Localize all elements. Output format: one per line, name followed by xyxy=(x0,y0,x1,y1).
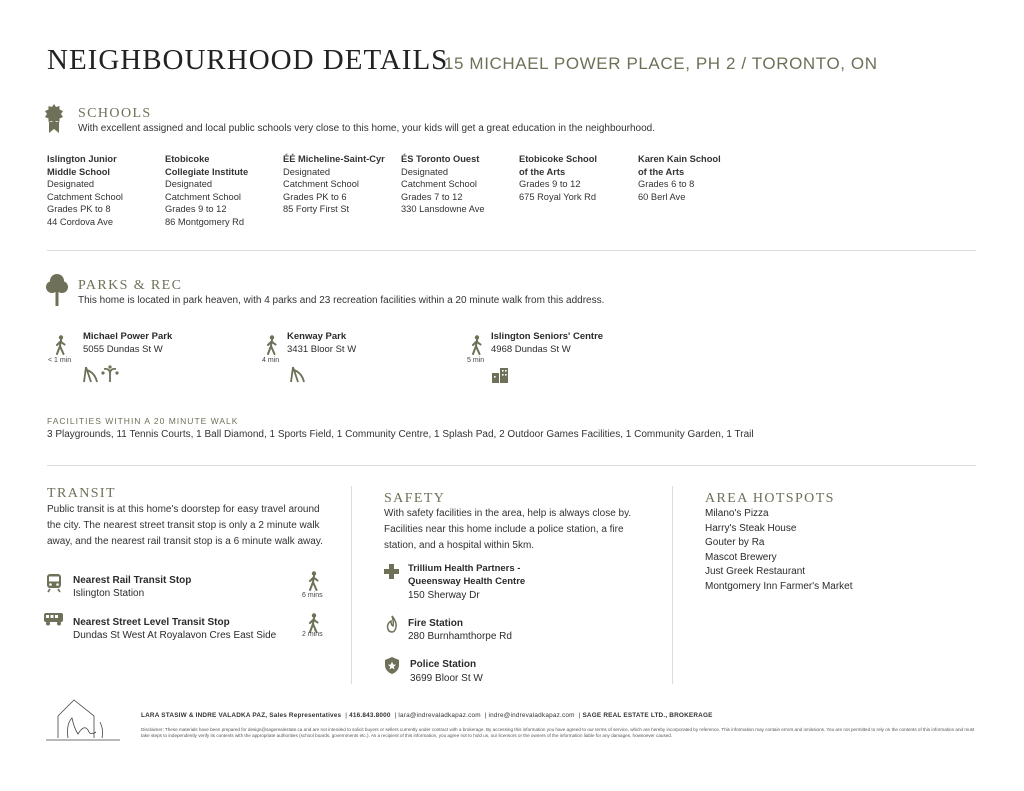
list-item: Milano's Pizza xyxy=(705,508,769,519)
column-divider xyxy=(351,486,352,684)
school-item: ÉS Toronto Ouest Designated Catchment School Grades 7 to 12 330 Lansdowne Ave xyxy=(401,154,485,214)
list-item: Just Greek Restaurant xyxy=(705,566,806,577)
award-ribbon-icon xyxy=(44,104,64,134)
schools-heading: SCHOOLS xyxy=(78,106,152,121)
section-divider xyxy=(47,465,976,466)
walk-time: 4 min xyxy=(262,357,280,364)
safety-description: With safety facilities in the area, help is always close by. Facilities near this home include a police station, a fire station, and a hospital within 5km. xyxy=(384,508,632,551)
school-item: Karen Kain School of the Arts Grades 6 to 8 60 Berl Ave xyxy=(638,154,721,202)
park-name: Islington Seniors' Centre xyxy=(491,331,604,342)
list-item: Montgomery Inn Farmer's Market xyxy=(705,580,853,592)
safety-item-address: 3699 Bloor St W xyxy=(410,673,483,684)
community-centre-icon xyxy=(491,367,509,383)
flame-icon xyxy=(386,615,398,633)
facilities-heading: FACILITIES WITHIN A 20 MINUTE WALK xyxy=(47,416,239,426)
walking-person-icon xyxy=(54,335,68,355)
walk-time: 5 min xyxy=(467,357,485,364)
street-stop-value: Dundas St West At Royalavon Cres East Side xyxy=(73,630,277,641)
school-item: ÉÉ Micheline-Saint-Cyr Designated Catchment School Grades PK to 6 85 Forty First St xyxy=(283,154,385,214)
walking-person-icon xyxy=(307,571,321,591)
splash-pad-icon xyxy=(101,365,119,383)
page-title: NEIGHBOURHOOD DETAILS xyxy=(47,44,449,76)
park-name: Kenway Park xyxy=(287,331,347,342)
tree-icon xyxy=(46,273,68,306)
hotspots-list xyxy=(705,507,853,594)
safety-item-name: Trillium Health Partners - Queensway Health Centre xyxy=(408,563,526,587)
email-link[interactable]: indre@indrevaladkapaz.com xyxy=(488,712,575,719)
safety-item-address: 280 Burnhamthorpe Rd xyxy=(408,631,512,642)
school-item: Islington Junior Middle School Designated Catchment School Grades PK to 8 44 Cordova Ave xyxy=(47,154,123,227)
police-badge-icon xyxy=(385,657,399,674)
walk-time: 6 mins xyxy=(302,592,323,599)
walking-person-icon xyxy=(307,613,321,633)
safety-heading: SAFETY xyxy=(384,491,446,506)
rail-stop-value: Islington Station xyxy=(73,588,145,599)
walking-person-icon xyxy=(265,335,279,355)
street-stop-label: Nearest Street Level Transit Stop xyxy=(73,617,230,628)
section-divider xyxy=(47,250,976,251)
bus-icon xyxy=(44,612,64,626)
walking-person-icon xyxy=(470,335,484,355)
safety-item-name: Police Station xyxy=(410,659,477,670)
school-item: Etobicoke Collegiate Institute Designated Catchment School Grades 9 to 12 86 Montgomery Rd xyxy=(165,154,249,227)
rail-stop-label: Nearest Rail Transit Stop xyxy=(73,575,192,586)
parks-description: This home is located in park heaven, with 4 parks and 23 recreation facilities within a 20 minute walk from this address. xyxy=(78,295,605,306)
school-item: Etobicoke School of the Arts Grades 9 to 12 675 Royal York Rd xyxy=(519,154,598,202)
email-link[interactable]: lara@indrevaladkapaz.com xyxy=(398,712,481,719)
list-item: Mascot Brewery xyxy=(705,551,777,563)
park-address: 3431 Bloor St W xyxy=(287,344,357,355)
train-icon xyxy=(46,573,62,593)
footer-contact: LARA STASIW & INDRE VALADKA PAZ, Sales Representatives | 416.843.8000 | lara@indrevaladkapaz.com | indre@indrevaladkapaz.com | SAGE REAL ESTATE LTD., BROKERAGE xyxy=(141,712,713,719)
safety-item-name: Fire Station xyxy=(408,618,464,629)
schools-description: With excellent assigned and local public schools very close to this home, your kids will get a great education in the neighbourhood. xyxy=(78,123,655,134)
park-address: 5055 Dundas St W xyxy=(83,344,163,355)
walk-time: 2 mins xyxy=(302,631,323,638)
transit-heading: TRANSIT xyxy=(47,486,116,501)
hospital-cross-icon xyxy=(384,564,399,579)
playground-icon xyxy=(83,365,99,383)
hotspots-heading: AREA HOTSPOTS xyxy=(705,491,835,506)
brokerage-logo xyxy=(44,694,126,744)
transit-description: Public transit is at this home's doorstep for easy travel around the city. The nearest street transit stop is only a 2 minute walk away, and the nearest rail transit stop is a 6 minute walk away. xyxy=(47,504,323,547)
playground-icon xyxy=(290,365,306,383)
park-name: Michael Power Park xyxy=(83,331,173,342)
list-item: Harry's Steak House xyxy=(705,522,797,534)
parks-heading: PARKS & REC xyxy=(78,278,183,293)
disclaimer: Disclaimer: These materials have been prepared for design@sagerealestate.ca and are not intended to solicit buyers or sellers currently under contract with a brokerage. By accessing this information you have agreed to our terms of service, which are hereby incorporated by reference. This information may contain errors and omissions. You are not permitted to rely on the contents of this information and must take steps to independently verify its contents with the appropriate authorities (school boards, governments etc.). As a recipient of this information, you agree not to hold us, our licensors or the owners of the information liable for any damages, howsoever caused. xyxy=(141,727,975,739)
walk-time: < 1 min xyxy=(48,357,72,364)
property-address: 15 MICHAEL POWER PLACE, PH 2 / TORONTO, ON xyxy=(444,54,878,73)
safety-item-address: 150 Sherway Dr xyxy=(408,590,480,601)
facilities-list: 3 Playgrounds, 11 Tennis Courts, 1 Ball Diamond, 1 Sports Field, 1 Community Centre, 1 Splash Pad, 2 Outdoor Games Facilities, 1 Community Garden, 1 Trail xyxy=(47,429,754,440)
park-address: 4968 Dundas St W xyxy=(491,344,571,355)
column-divider xyxy=(672,486,673,684)
list-item: Gouter by Ra xyxy=(705,537,765,548)
